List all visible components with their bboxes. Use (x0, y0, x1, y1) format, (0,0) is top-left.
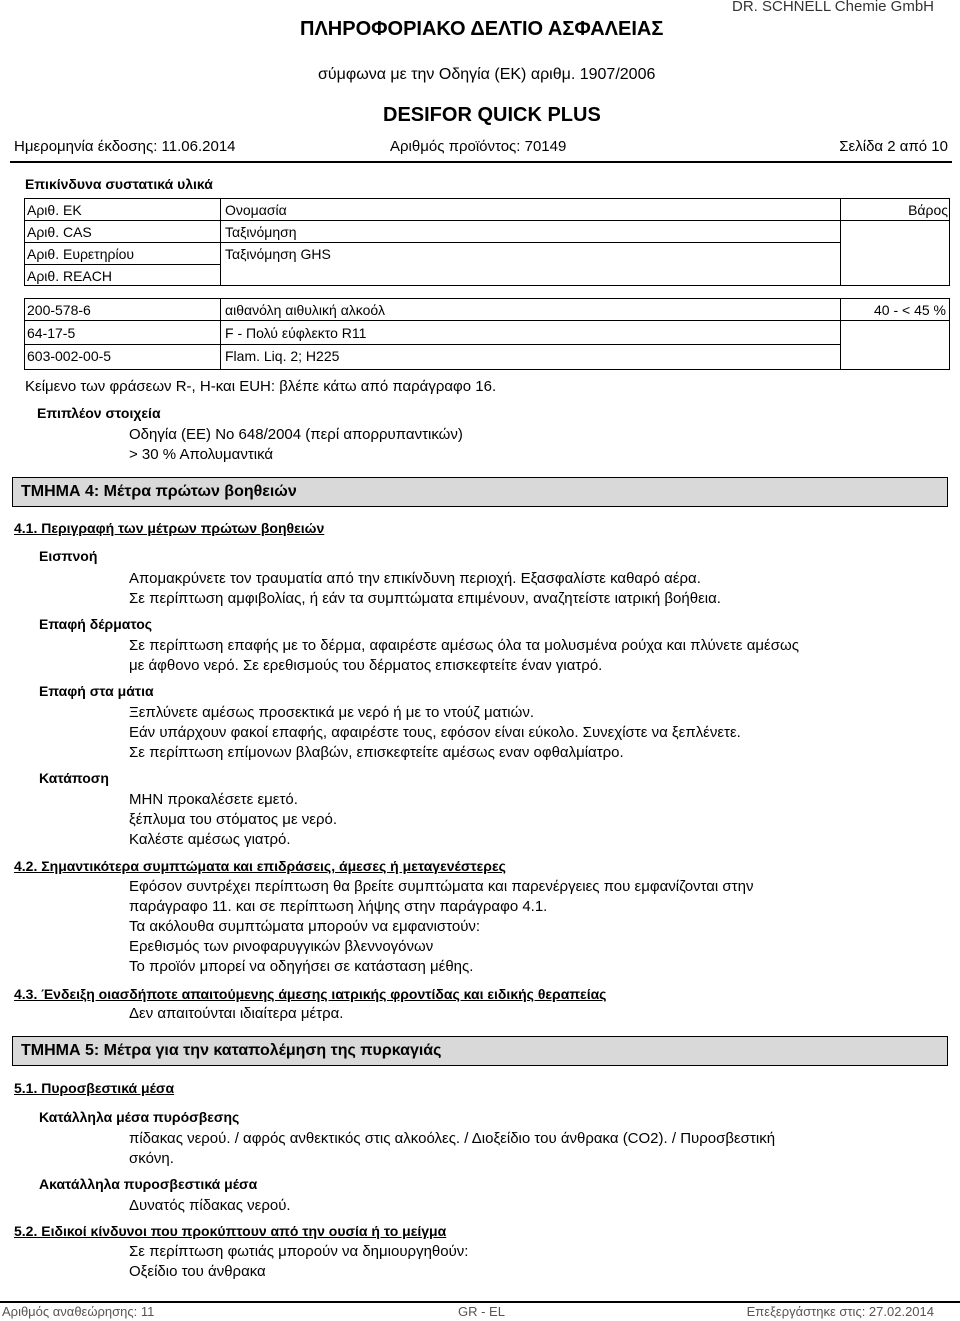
col-weight: Βάρος (908, 202, 948, 218)
eyes-line-1: Ξεπλύνετε αμέσως προσεκτικά με νερό ή με το ντούζ ματιών. (129, 704, 534, 721)
product-number: Αριθμός προϊόντος: 70149 (390, 138, 567, 155)
subsection-5-1: 5.1. Πυροσβεστικά μέσα (14, 1080, 175, 1096)
subsection-4-1: 4.1. Περιγραφή των μέτρων πρώτων βοηθειών (14, 520, 325, 536)
edited-date: Επεξεργάστηκε στις: 27.02.2014 (746, 1304, 934, 1319)
ingestion-line-2: ξέπλυμα του στόματος με νερό. (129, 811, 338, 828)
revision-number: Αριθμός αναθεώρησης: 11 (2, 1304, 155, 1319)
ingestion-line-3: Καλέστε αμέσως γιατρό. (129, 831, 291, 848)
s52-line-1: Σε περίπτωση φωτιάς μπορούν να δημιουργηθούν: (129, 1243, 469, 1260)
row-classification: F - Πολύ εύφλεκτο R11 (225, 325, 367, 341)
footer-divider (0, 1301, 960, 1303)
skin-label: Επαφή δέρματος (39, 616, 153, 632)
col-ec: Αριθ. ΕΚ (27, 202, 82, 218)
subsection-4-3: 4.3. Ένδειξη οιασδήποτε απαιτούμενης άμεσης ιατρικής φροντίδας και ειδικής θεραπείας (14, 986, 607, 1002)
eyes-label: Επαφή στα μάτια (39, 683, 154, 699)
s42-line-1: Εφόσον συντρέχει περίπτωση θα βρείτε συμπτώματα και παρενέργειες που εμφανίζονται στην (129, 878, 754, 895)
inhalation-line-1: Απομακρύνετε τον τραυματία από την επικίνδυνη περιοχή. Εξασφαλίστε καθαρό αέρα. (129, 570, 701, 587)
subsection-4-2: 4.2. Σημαντικότερα συμπτώματα και επιδράσεις, άμεσες ή μεταγενέστερες (14, 858, 506, 874)
row-ghs: Flam. Liq. 2; H225 (225, 348, 340, 364)
unsuitable-label: Ακατάλληλα πυροσβεστικά μέσα (39, 1176, 258, 1192)
suitable-line-2: σκόνη. (129, 1150, 174, 1167)
row-index: 603-002-00-5 (27, 348, 112, 364)
skin-line-1: Σε περίπτωση επαφής με το δέρμα, αφαιρέστε αμέσως όλα τα μολυσμένα ρούχα και πλύνετε αμέσως (129, 637, 799, 654)
section-4-bar (12, 477, 948, 507)
ingestion-label: Κατάποση (39, 770, 109, 786)
row-weight: 40 - < 45 % (874, 302, 946, 318)
additional-heading: Επιπλέον στοιχεία (37, 405, 161, 421)
suitable-label: Κατάλληλα μέσα πυρόσβεσης (39, 1109, 240, 1125)
row-name: αιθανόλη αιθυλική αλκοόλ (225, 302, 385, 318)
col-reach: Αριθ. REACH (27, 268, 112, 284)
regulation-text: σύμφωνα με την Οδηγία (ΕΚ) αριθμ. 1907/2006 (318, 66, 656, 83)
additional-line-2: > 30 % Απολυμαντικά (129, 446, 274, 463)
company-name: DR. SCHNELL Chemie GmbH (732, 0, 934, 15)
suitable-line-1: πίδακας νερού. / αφρός ανθεκτικός στις αλκοόλες. / Διοξείδιο του άνθρακα (CO2). / Πυροσβεστική (129, 1130, 776, 1147)
page-number: Σελίδα 2 από 10 (839, 138, 948, 155)
unsuitable-line: Δυνατός πίδακας νερού. (129, 1197, 291, 1214)
s52-line-2: Οξείδιο του άνθρακα (129, 1263, 266, 1280)
section-4-title: ΤΜΗΜΑ 4: Μέτρα πρώτων βοηθειών (21, 483, 297, 500)
ingestion-line-1: ΜΗΝ προκαλέσετε εμετό. (129, 791, 298, 808)
language-code: GR - EL (458, 1304, 505, 1319)
s42-line-4: Ερεθισμός των ρινοφαρυγγικών βλεννογόνων (129, 938, 434, 955)
col-index: Αριθ. Ευρετηρίου (27, 246, 135, 262)
col-ghs: Ταξινόμηση GHS (225, 246, 331, 262)
document-title: ΠΛΗΡΟΦΟΡΙΑΚΟ ΔΕΛΤΙΟ ΑΣΦΑΛΕΙΑΣ (300, 18, 664, 40)
col-name: Ονομασία (225, 202, 287, 218)
s42-line-5: Το προϊόν μπορεί να οδηγήσει σε κατάσταση μέθης. (129, 958, 474, 975)
header-divider (10, 161, 952, 163)
col-cas: Αριθ. CAS (27, 224, 92, 240)
row-cas: 64-17-5 (27, 325, 76, 341)
col-classification: Ταξινόμηση (225, 224, 297, 240)
product-name: DESIFOR QUICK PLUS (383, 104, 601, 126)
inhalation-label: Εισπνοή (39, 548, 98, 564)
hazard-note: Κείμενο των φράσεων R-, H-και EUH: βλέπε κάτω από παράγραφο 16. (25, 378, 497, 395)
skin-line-2: με άφθονο νερό. Σε ερεθισμούς του δέρματος επισκεφτείτε έναν γιατρό. (129, 657, 603, 674)
issue-date: Ημερομηνία έκδοσης: 11.06.2014 (14, 138, 236, 155)
section-5-title: ΤΜΗΜΑ 5: Μέτρα για την καταπολέμηση της πυρκαγιάς (21, 1042, 442, 1059)
s42-line-2: παράγραφο 11. και σε περίπτωση λήψης στην παράγραφο 4.1. (129, 898, 548, 915)
additional-line-1: Οδηγία (ΕΕ) No 648/2004 (περί απορρυπαντικών) (129, 426, 463, 443)
eyes-line-2: Εάν υπάρχουν φακοί επαφής, αφαιρέστε τους, εφόσον είναι εύκολο. Συνεχίστε να ξεπλένετε. (129, 724, 741, 741)
inhalation-line-2: Σε περίπτωση αμφιβολίας, ή εάν τα συμπτώματα επιμένουν, αναζητείστε ιατρική βοήθεια. (129, 590, 721, 607)
section-5-bar (12, 1036, 948, 1066)
eyes-line-3: Σε περίπτωση επίμονων βλαβών, επισκεφτείτε αμέσως εναν οφθαλμίατρο. (129, 744, 624, 761)
s42-line-3: Τα ακόλουθα συμπτώματα μπορούν να εμφανιστούν: (129, 918, 481, 935)
s43-line: Δεν απαιτούνται ιδιαίτερα μέτρα. (129, 1005, 344, 1022)
hazard-row-box (24, 298, 950, 370)
subsection-5-2: 5.2. Ειδικοί κίνδυνοι που προκύπτουν από την ουσία ή το μείγμα (14, 1223, 447, 1239)
hazardous-heading: Επικίνδυνα συστατικά υλικά (25, 176, 213, 192)
row-ec: 200-578-6 (27, 302, 91, 318)
